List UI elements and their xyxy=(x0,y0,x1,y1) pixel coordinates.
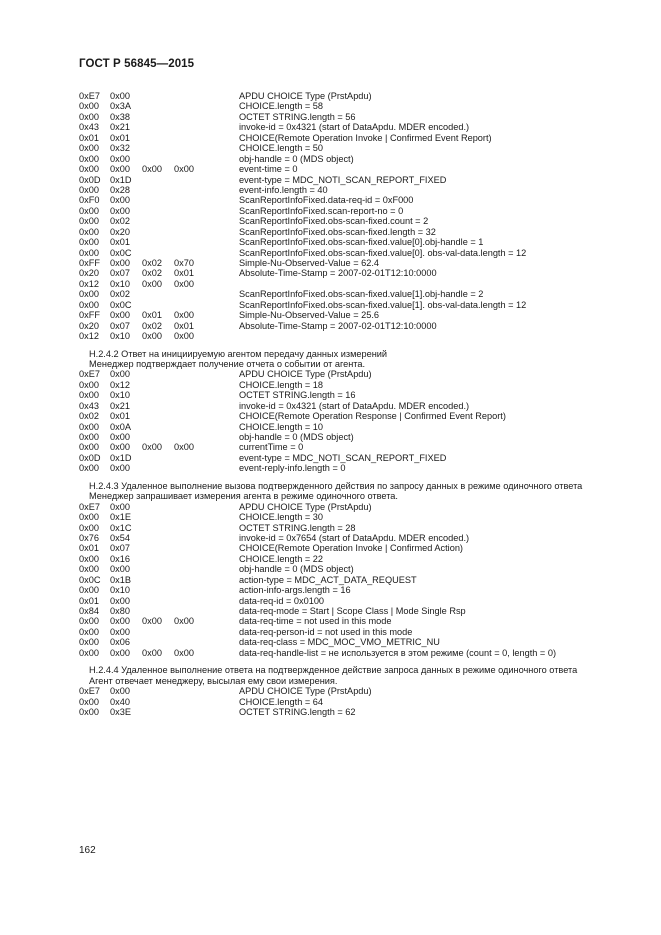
hex-byte: 0x00 xyxy=(110,432,130,442)
hex-byte: 0x06 xyxy=(110,637,130,648)
hex-byte: 0x32 xyxy=(110,143,130,154)
hex-byte: 0x00 xyxy=(79,164,99,175)
field-description: data-req-person-id = not used in this mode xyxy=(239,626,413,637)
field-description: CHOICE.length = 50 xyxy=(239,143,324,154)
hex-byte: 0x1D xyxy=(110,174,132,185)
hex-byte: 0x00 xyxy=(174,616,194,627)
field-description: data-req-handle-list = не используется в этом режиме (count = 0, length = 0) xyxy=(239,647,557,658)
hex-byte: 0x00 xyxy=(110,647,130,658)
hex-byte: 0x38 xyxy=(110,111,130,122)
hex-byte: 0x00 xyxy=(79,184,99,195)
field-description: OCTET STRING.length = 56 xyxy=(239,111,356,122)
hex-byte: 0x07 xyxy=(110,320,130,331)
encoding-row xyxy=(79,648,599,658)
hex-byte: 0xFF xyxy=(79,310,100,321)
hex-byte: 0x00 xyxy=(79,585,99,596)
field-description: Absolute-Time-Stamp = 2007-02-01T12:10:0000 xyxy=(239,320,437,331)
field-description: OCTET STRING.length = 62 xyxy=(239,706,356,717)
field-description: ScanReportInfoFixed.data-req-id = 0xF000 xyxy=(239,195,414,206)
hex-byte: 0x00 xyxy=(110,91,130,101)
encoding-row xyxy=(79,554,599,564)
encoding-row xyxy=(79,616,599,626)
encoding-row xyxy=(79,331,599,341)
field-description: event-type = MDC_NOTI_SCAN_REPORT_FIXED xyxy=(239,452,447,463)
hex-byte: 0x02 xyxy=(110,216,130,227)
field-description: CHOICE(Remote Operation Invoke | Confirmed Action) xyxy=(239,543,463,554)
hex-byte: 0x00 xyxy=(79,706,99,717)
field-description: event-time = 0 xyxy=(239,164,298,175)
hex-byte: 0x54 xyxy=(110,532,130,543)
hex-byte: 0x21 xyxy=(110,400,130,411)
hex-byte: 0xE7 xyxy=(79,91,100,101)
encoding-row xyxy=(79,707,599,717)
field-description: OCTET STRING.length = 16 xyxy=(239,390,356,401)
encoding-row xyxy=(79,380,599,390)
encoding-row xyxy=(79,310,599,320)
hex-byte: 0x0D xyxy=(79,174,101,185)
hex-byte: 0x0D xyxy=(79,452,101,463)
encoding-row xyxy=(79,627,599,637)
hex-byte: 0x00 xyxy=(174,278,194,289)
hex-byte: 0x01 xyxy=(79,132,99,143)
field-description: obj-handle = 0 (MDS object) xyxy=(239,153,354,164)
hex-byte: 0x00 xyxy=(79,216,99,227)
hex-byte: 0x00 xyxy=(79,205,99,216)
hex-byte: 0x00 xyxy=(110,153,130,164)
hex-byte: 0x01 xyxy=(174,320,194,331)
encoding-row xyxy=(79,606,599,616)
encoding-row xyxy=(79,154,599,164)
encoding-row xyxy=(79,195,599,205)
hex-byte: 0x10 xyxy=(110,390,130,401)
encoding-row xyxy=(79,258,599,268)
field-description: ScanReportInfoFixed.obs-scan-fixed.count = 2 xyxy=(239,216,429,227)
hex-byte: 0x10 xyxy=(110,278,130,289)
hex-byte: 0x00 xyxy=(79,101,99,112)
hex-byte: 0x76 xyxy=(79,532,99,543)
hex-byte: 0x01 xyxy=(110,411,130,422)
encoding-row xyxy=(79,442,599,452)
field-description: CHOICE(Remote Operation Invoke | Confirmed Event Report) xyxy=(239,132,492,143)
hex-byte: 0x00 xyxy=(110,164,130,175)
hex-byte: 0x00 xyxy=(79,390,99,401)
field-description: Absolute-Time-Stamp = 2007-02-01T12:10:0000 xyxy=(239,268,437,279)
hex-byte: 0x70 xyxy=(174,258,194,268)
field-description: APDU CHOICE Type (PrstApdu) xyxy=(239,686,372,697)
field-description: CHOICE.length = 18 xyxy=(239,379,324,390)
hex-byte: 0x01 xyxy=(79,595,99,606)
hex-byte: 0x02 xyxy=(142,320,162,331)
field-description: data-req-class = MDC_MOC_VMO_METRIC_NU xyxy=(239,637,440,648)
hex-byte: 0x00 xyxy=(110,595,130,606)
encoding-row xyxy=(79,411,599,421)
hex-byte: 0x80 xyxy=(110,606,130,617)
hex-byte: 0x00 xyxy=(79,432,99,442)
encoding-row xyxy=(79,164,599,174)
encoding-row xyxy=(79,91,599,101)
encoding-row xyxy=(79,686,599,696)
encoding-row xyxy=(79,227,599,237)
field-description: invoke-id = 0x4321 (start of DataApdu. MDER encoded.) xyxy=(239,122,470,133)
hex-byte: 0xF0 xyxy=(79,195,100,206)
hex-byte: 0x00 xyxy=(79,463,99,474)
hex-byte: 0x00 xyxy=(79,564,99,575)
encoding-row xyxy=(79,237,599,247)
encoding-row xyxy=(79,143,599,153)
encoding-row xyxy=(79,523,599,533)
encoding-row xyxy=(79,185,599,195)
field-description: CHOICE.length = 30 xyxy=(239,512,324,523)
encoding-row xyxy=(79,543,599,553)
section-heading: H.2.4.3 Удаленное выполнение вызова подтвержденного действия по запросу данных в режиме одиночного ответа xyxy=(89,480,583,491)
encoding-row xyxy=(79,289,599,299)
hex-byte: 0x00 xyxy=(110,626,130,637)
encoding-row xyxy=(79,512,599,522)
hex-byte: 0x00 xyxy=(79,522,99,533)
hex-byte: 0x12 xyxy=(79,331,99,342)
hex-byte: 0x20 xyxy=(79,268,99,279)
encoding-row xyxy=(79,279,599,289)
hex-byte: 0x00 xyxy=(79,512,99,523)
hex-byte: 0x00 xyxy=(79,111,99,122)
field-description: CHOICE.length = 22 xyxy=(239,553,324,564)
hex-byte: 0x00 xyxy=(174,331,194,342)
hex-byte: 0x00 xyxy=(79,143,99,154)
hex-byte: 0x01 xyxy=(142,310,162,321)
hex-byte: 0x00 xyxy=(142,278,162,289)
encoding-row xyxy=(79,369,599,379)
hex-byte: 0x84 xyxy=(79,606,99,617)
hex-byte: 0x00 xyxy=(79,379,99,390)
hex-byte: 0x00 xyxy=(79,696,99,707)
description-line: Менеджер запрашивает измерения агента в режиме одиночного ответа. xyxy=(89,491,398,502)
encoding-row xyxy=(79,101,599,111)
hex-byte: 0x00 xyxy=(110,205,130,216)
hex-byte: 0x00 xyxy=(79,553,99,564)
hex-byte: 0x3A xyxy=(110,101,131,112)
field-description: Simple-Nu-Observed-Value = 62.4 xyxy=(239,258,380,268)
hex-byte: 0x1D xyxy=(110,452,132,463)
hex-byte: 0x00 xyxy=(79,153,99,164)
hex-byte: 0x01 xyxy=(174,268,194,279)
hex-byte: 0x00 xyxy=(79,647,99,658)
hex-byte: 0x01 xyxy=(79,543,99,554)
field-description: invoke-id = 0x4321 (start of DataApdu. MDER encoded.) xyxy=(239,400,470,411)
hex-byte: 0x00 xyxy=(79,247,99,258)
section-gap xyxy=(79,474,599,481)
hex-byte: 0x12 xyxy=(79,278,99,289)
hex-byte: 0x00 xyxy=(142,164,162,175)
encoding-row xyxy=(79,122,599,132)
hex-byte: 0x00 xyxy=(79,616,99,627)
field-description: data-req-id = 0x0100 xyxy=(239,595,325,606)
section-heading: H.2.4.4 Удаленное выполнение ответа на подтвержденное действие запроса данных в режиме одиночного ответа xyxy=(89,665,578,676)
field-description: ScanReportInfoFixed.obs-scan-fixed.value[0].obj-handle = 1 xyxy=(239,237,484,248)
hex-byte: 0x00 xyxy=(79,299,99,310)
hex-byte: 0x28 xyxy=(110,184,130,195)
encoding-row xyxy=(79,533,599,543)
hex-byte: 0x43 xyxy=(79,400,99,411)
section-gap xyxy=(79,342,599,349)
encoding-row xyxy=(79,432,599,442)
hex-byte: 0x02 xyxy=(110,289,130,300)
hex-byte: 0x07 xyxy=(110,543,130,554)
hex-byte: 0x16 xyxy=(110,553,130,564)
hex-byte: 0x00 xyxy=(110,686,130,697)
hex-byte: 0x00 xyxy=(174,442,194,453)
field-description: data-req-time = not used in this mode xyxy=(239,616,392,627)
hex-byte: 0x00 xyxy=(79,237,99,248)
field-description: action-info-args.length = 16 xyxy=(239,585,351,596)
field-description: event-reply-info.length = 0 xyxy=(239,463,346,474)
hex-byte: 0x00 xyxy=(110,463,130,474)
encoding-row xyxy=(79,300,599,310)
encoding-row xyxy=(79,637,599,647)
hex-byte: 0x1B xyxy=(110,574,131,585)
hex-byte: 0x20 xyxy=(110,226,130,237)
hex-byte: 0x20 xyxy=(79,320,99,331)
field-description: ScanReportInfoFixed.scan-report-no = 0 xyxy=(239,205,404,216)
hex-byte: 0xE7 xyxy=(79,501,100,512)
hex-byte: 0xE7 xyxy=(79,686,100,697)
hex-byte: 0x00 xyxy=(110,310,130,321)
description-line: Агент отвечает менеджеру, высылая ему свои измерения. xyxy=(89,675,338,686)
field-description: action-type = MDC_ACT_DATA_REQUEST xyxy=(239,574,417,585)
field-description: Simple-Nu-Observed-Value = 25.6 xyxy=(239,310,380,321)
hex-byte: 0x12 xyxy=(110,379,130,390)
hex-byte: 0x00 xyxy=(174,647,194,658)
field-description: event-type = MDC_NOTI_SCAN_REPORT_FIXED xyxy=(239,174,447,185)
hex-byte: 0x00 xyxy=(142,442,162,453)
section-gap xyxy=(79,658,599,665)
hex-byte: 0x00 xyxy=(110,616,130,627)
hex-byte: 0x43 xyxy=(79,122,99,133)
hex-byte: 0x02 xyxy=(142,258,162,268)
page-number: 162 xyxy=(79,845,96,856)
field-description: CHOICE(Remote Operation Response | Confirmed Event Report) xyxy=(239,411,506,422)
hex-byte: 0x0C xyxy=(110,247,132,258)
hex-byte: 0x0C xyxy=(79,574,101,585)
hex-byte: 0x00 xyxy=(142,647,162,658)
hex-byte: 0x10 xyxy=(110,585,130,596)
field-description: ScanReportInfoFixed.obs-scan-fixed.length = 32 xyxy=(239,226,436,237)
hex-byte: 0x00 xyxy=(110,564,130,575)
encoding-row xyxy=(79,206,599,216)
hex-byte: 0x01 xyxy=(110,132,130,143)
encoding-row xyxy=(79,453,599,463)
encoding-row xyxy=(79,401,599,411)
encoding-row xyxy=(79,216,599,226)
field-description: OCTET STRING.length = 28 xyxy=(239,522,356,533)
hex-byte: 0x00 xyxy=(142,616,162,627)
field-description: data-req-mode = Start | Scope Class | Mode Single Rsp xyxy=(239,606,466,617)
hex-byte: 0xFF xyxy=(79,258,100,268)
encoding-row xyxy=(79,564,599,574)
encoding-row xyxy=(79,248,599,258)
field-description: APDU CHOICE Type (PrstApdu) xyxy=(239,369,372,380)
hex-byte: 0x3E xyxy=(110,706,131,717)
field-description: APDU CHOICE Type (PrstApdu) xyxy=(239,91,372,101)
field-description: CHOICE.length = 10 xyxy=(239,421,324,432)
encoding-row xyxy=(79,463,599,473)
encoding-row xyxy=(79,585,599,595)
encoding-row xyxy=(79,596,599,606)
document-content xyxy=(79,91,599,717)
hex-byte: 0x02 xyxy=(142,268,162,279)
hex-byte: 0x1C xyxy=(110,522,132,533)
standard-header: ГОСТ Р 56845—2015 xyxy=(79,58,195,70)
hex-byte: 0x00 xyxy=(79,637,99,648)
description-line: Менеджер подтверждает получение отчета о событии от агента. xyxy=(89,358,366,369)
encoding-row xyxy=(79,390,599,400)
hex-byte: 0x00 xyxy=(110,195,130,206)
hex-byte: 0x07 xyxy=(110,268,130,279)
hex-byte: 0x00 xyxy=(110,442,130,453)
field-description: ScanReportInfoFixed.obs-scan-fixed.value[0]. obs-val-data.length = 12 xyxy=(239,247,527,258)
encoding-row xyxy=(79,575,599,585)
field-description: ScanReportInfoFixed.obs-scan-fixed.value[1]. obs-val-data.length = 12 xyxy=(239,299,527,310)
hex-byte: 0x0C xyxy=(110,299,132,310)
hex-byte: 0x00 xyxy=(110,501,130,512)
encoding-row xyxy=(79,697,599,707)
hex-byte: 0x00 xyxy=(142,331,162,342)
hex-byte: 0x00 xyxy=(79,442,99,453)
encoding-row xyxy=(79,422,599,432)
hex-byte: 0x00 xyxy=(79,421,99,432)
field-description: obj-handle = 0 (MDS object) xyxy=(239,564,354,575)
hex-byte: 0x1E xyxy=(110,512,131,523)
hex-byte: 0x00 xyxy=(79,226,99,237)
encoding-row xyxy=(79,502,599,512)
hex-byte: 0xE7 xyxy=(79,369,100,380)
hex-byte: 0x00 xyxy=(174,164,194,175)
hex-byte: 0x40 xyxy=(110,696,130,707)
hex-byte: 0x21 xyxy=(110,122,130,133)
hex-byte: 0x00 xyxy=(79,626,99,637)
field-description: CHOICE.length = 58 xyxy=(239,101,324,112)
hex-byte: 0x10 xyxy=(110,331,130,342)
section-heading: H.2.4.2 Ответ на инициируемую агентом передачу данных измерений xyxy=(89,348,388,359)
field-description: ScanReportInfoFixed.obs-scan-fixed.value[1].obj-handle = 2 xyxy=(239,289,484,300)
hex-byte: 0x00 xyxy=(79,289,99,300)
encoding-row xyxy=(79,112,599,122)
field-description: event-info.length = 40 xyxy=(239,184,328,195)
hex-byte: 0x00 xyxy=(110,369,130,380)
hex-byte: 0x00 xyxy=(174,310,194,321)
hex-byte: 0x0A xyxy=(110,421,131,432)
field-description: obj-handle = 0 (MDS object) xyxy=(239,432,354,442)
encoding-row xyxy=(79,175,599,185)
hex-byte: 0x02 xyxy=(79,411,99,422)
encoding-row xyxy=(79,321,599,331)
encoding-row xyxy=(79,268,599,278)
field-description: currentTime = 0 xyxy=(239,442,304,453)
encoding-row xyxy=(79,133,599,143)
hex-byte: 0x01 xyxy=(110,237,130,248)
field-description: invoke-id = 0x7654 (start of DataApdu. MDER encoded.) xyxy=(239,532,470,543)
field-description: CHOICE.length = 64 xyxy=(239,696,324,707)
hex-byte: 0x00 xyxy=(110,258,130,268)
field-description: APDU CHOICE Type (PrstApdu) xyxy=(239,501,372,512)
